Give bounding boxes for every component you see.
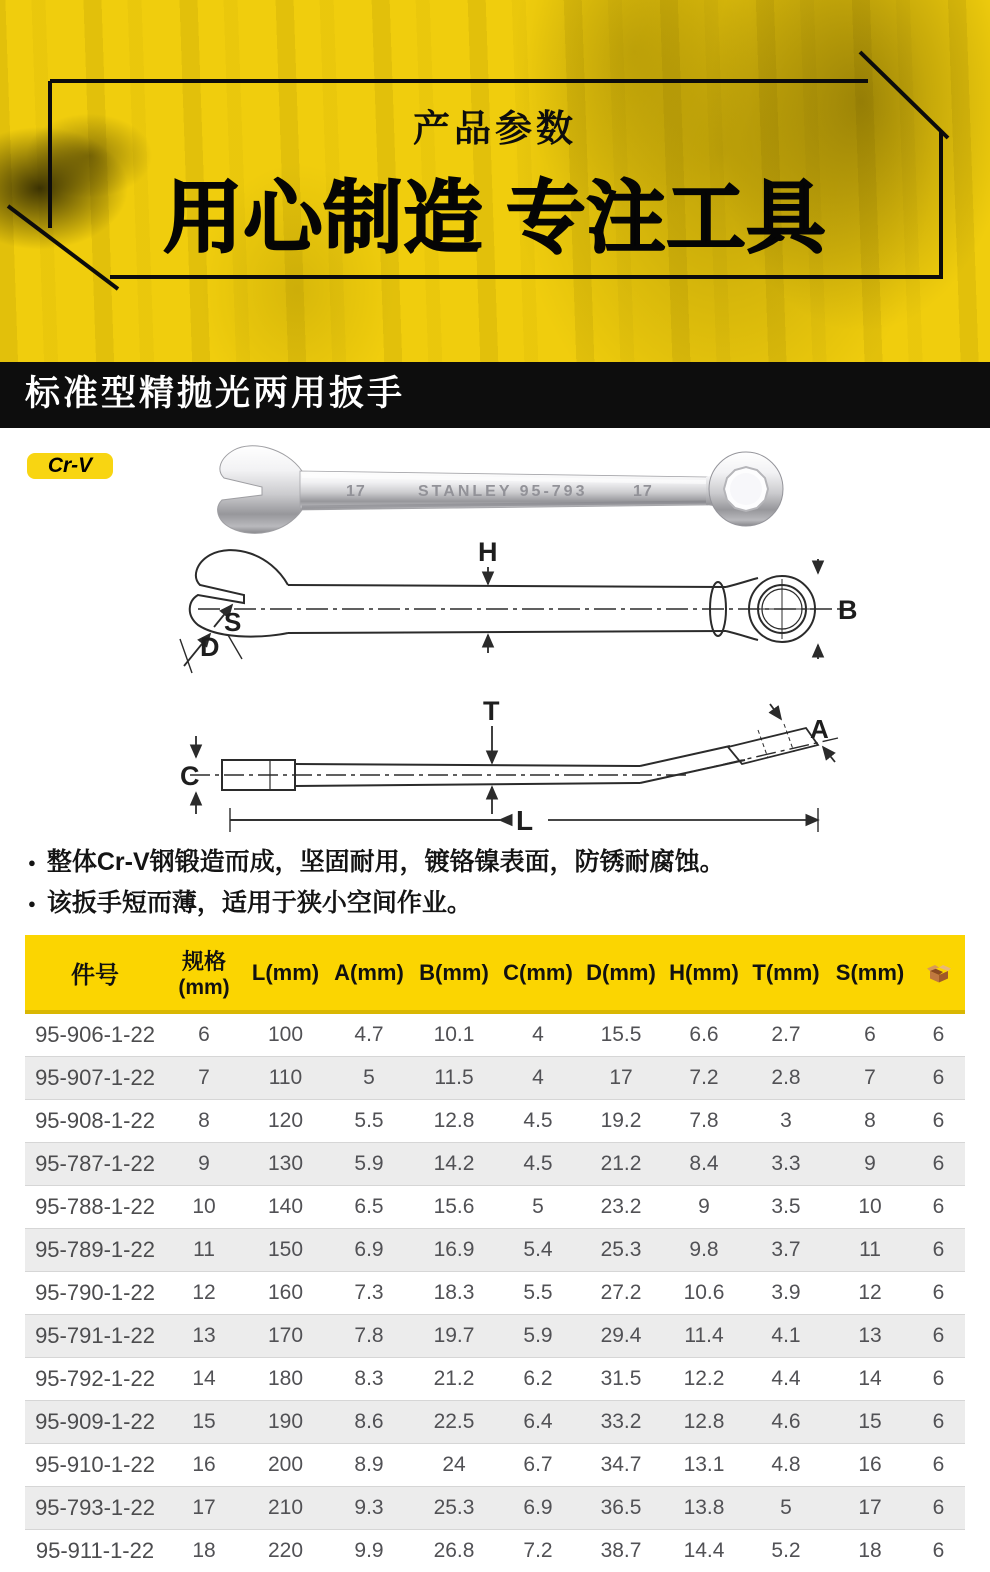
dim-label-c: C — [180, 761, 200, 791]
cell-t: 5 — [744, 1487, 828, 1530]
cell-a: 6.9 — [328, 1229, 410, 1272]
material-badge: Cr-V — [27, 453, 113, 479]
banner — [0, 0, 990, 362]
cell-spec: 12 — [165, 1272, 243, 1315]
cell-t: 3.3 — [744, 1143, 828, 1186]
col-header-b: B(mm) — [410, 935, 498, 1012]
cell-s: 17 — [828, 1487, 912, 1530]
col-header-spec-unit: (mm) — [165, 976, 243, 1000]
cell-c: 5.5 — [498, 1272, 578, 1315]
cell-package-qty: 6 — [912, 1358, 965, 1401]
cell-spec: 9 — [165, 1143, 243, 1186]
cell-c: 4 — [498, 1012, 578, 1057]
cell-a: 4.7 — [328, 1012, 410, 1057]
cell-a: 8.6 — [328, 1401, 410, 1444]
cell-t: 3.7 — [744, 1229, 828, 1272]
cell-b: 19.7 — [410, 1315, 498, 1358]
cell-b: 12.8 — [410, 1100, 498, 1143]
section-bar — [0, 362, 990, 428]
cell-d: 36.5 — [578, 1487, 664, 1530]
dim-label-h: H — [478, 537, 498, 567]
cell-spec: 10 — [165, 1186, 243, 1229]
cell-h: 12.8 — [664, 1401, 744, 1444]
cell-package-qty: 6 — [912, 1315, 965, 1358]
cell-package-qty: 6 — [912, 1143, 965, 1186]
cell-l: 190 — [243, 1401, 328, 1444]
table-row — [25, 1444, 965, 1487]
cell-spec: 8 — [165, 1100, 243, 1143]
feature-list — [28, 842, 968, 924]
table-row — [25, 1272, 965, 1315]
cell-c: 4 — [498, 1057, 578, 1100]
cell-c: 4.5 — [498, 1143, 578, 1186]
dim-label-d: D — [200, 632, 220, 662]
col-header-part-number: 件号 — [25, 935, 165, 1012]
cell-c: 5.9 — [498, 1315, 578, 1358]
feature-item — [28, 883, 968, 924]
cell-l: 130 — [243, 1143, 328, 1186]
feature-text: 该扳手短而薄，适用于狭小空间作业。 — [47, 883, 472, 924]
cell-d: 31.5 — [578, 1358, 664, 1401]
col-header-t: T(mm) — [744, 935, 828, 1012]
cell-l: 220 — [243, 1530, 328, 1572]
cell-l: 120 — [243, 1100, 328, 1143]
cell-t: 3.9 — [744, 1272, 828, 1315]
cell-spec: 14 — [165, 1358, 243, 1401]
cell-l: 180 — [243, 1358, 328, 1401]
cell-h: 6.6 — [664, 1012, 744, 1057]
dim-label-a: A — [810, 714, 829, 744]
cell-t: 5.2 — [744, 1530, 828, 1572]
table-row — [25, 1057, 965, 1100]
cell-t: 4.1 — [744, 1315, 828, 1358]
cell-part-number: 95-909-1-22 — [25, 1401, 165, 1444]
cell-t: 4.4 — [744, 1358, 828, 1401]
cell-c: 4.5 — [498, 1100, 578, 1143]
cell-b: 22.5 — [410, 1401, 498, 1444]
cell-c: 7.2 — [498, 1530, 578, 1572]
cell-b: 15.6 — [410, 1186, 498, 1229]
col-header-c: C(mm) — [498, 935, 578, 1012]
cell-d: 19.2 — [578, 1100, 664, 1143]
cell-part-number: 95-911-1-22 — [25, 1530, 165, 1572]
cell-package-qty: 6 — [912, 1229, 965, 1272]
feature-item — [28, 842, 968, 883]
cell-spec: 17 — [165, 1487, 243, 1530]
cell-l: 210 — [243, 1487, 328, 1530]
cell-s: 14 — [828, 1358, 912, 1401]
cell-h: 13.1 — [664, 1444, 744, 1487]
cell-s: 7 — [828, 1057, 912, 1100]
cell-h: 14.4 — [664, 1530, 744, 1572]
dim-label-s: S — [224, 607, 241, 637]
cell-a: 5.5 — [328, 1100, 410, 1143]
table-row — [25, 1315, 965, 1358]
cell-h: 8.4 — [664, 1143, 744, 1186]
cell-b: 24 — [410, 1444, 498, 1487]
cell-spec: 11 — [165, 1229, 243, 1272]
cell-part-number: 95-910-1-22 — [25, 1444, 165, 1487]
dimension-diagram-side-view — [170, 702, 870, 837]
cell-l: 100 — [243, 1012, 328, 1057]
cell-t: 2.8 — [744, 1057, 828, 1100]
cell-d: 27.2 — [578, 1272, 664, 1315]
cell-c: 6.4 — [498, 1401, 578, 1444]
wrench-open-end — [218, 446, 302, 534]
feature-text: 整体Cr-V钢锻造而成，坚固耐用，镀铬镍表面，防锈耐腐蚀。 — [47, 842, 725, 883]
cell-d: 38.7 — [578, 1530, 664, 1572]
cell-d: 17 — [578, 1057, 664, 1100]
cell-l: 110 — [243, 1057, 328, 1100]
cell-part-number: 95-792-1-22 — [25, 1358, 165, 1401]
cell-a: 8.9 — [328, 1444, 410, 1487]
table-row — [25, 1100, 965, 1143]
cell-c: 5.4 — [498, 1229, 578, 1272]
table-header-row — [25, 935, 965, 1012]
cell-s: 15 — [828, 1401, 912, 1444]
cell-l: 160 — [243, 1272, 328, 1315]
cell-d: 33.2 — [578, 1401, 664, 1444]
cell-part-number: 95-793-1-22 — [25, 1487, 165, 1530]
cell-h: 12.2 — [664, 1358, 744, 1401]
cell-l: 170 — [243, 1315, 328, 1358]
cell-spec: 7 — [165, 1057, 243, 1100]
cell-l: 140 — [243, 1186, 328, 1229]
cell-h: 11.4 — [664, 1315, 744, 1358]
dim-label-l: L — [516, 805, 533, 836]
table-row — [25, 1401, 965, 1444]
table-row — [25, 1487, 965, 1530]
cell-package-qty: 6 — [912, 1401, 965, 1444]
cell-l: 150 — [243, 1229, 328, 1272]
cell-c: 6.2 — [498, 1358, 578, 1401]
table-row — [25, 1229, 965, 1272]
cell-s: 13 — [828, 1315, 912, 1358]
cell-package-qty: 6 — [912, 1272, 965, 1315]
col-header-a: A(mm) — [328, 935, 410, 1012]
table-row — [25, 1186, 965, 1229]
cell-b: 21.2 — [410, 1358, 498, 1401]
cell-t: 3.5 — [744, 1186, 828, 1229]
cell-b: 25.3 — [410, 1487, 498, 1530]
cell-h: 7.2 — [664, 1057, 744, 1100]
cell-part-number: 95-791-1-22 — [25, 1315, 165, 1358]
cell-part-number: 95-787-1-22 — [25, 1143, 165, 1186]
cell-b: 16.9 — [410, 1229, 498, 1272]
cell-b: 10.1 — [410, 1012, 498, 1057]
bullet-dot-icon: ● — [28, 883, 36, 924]
cell-s: 16 — [828, 1444, 912, 1487]
dim-label-b: B — [838, 595, 858, 625]
cell-d: 23.2 — [578, 1186, 664, 1229]
cell-t: 2.7 — [744, 1012, 828, 1057]
dim-label-t: T — [483, 696, 500, 726]
cell-part-number: 95-907-1-22 — [25, 1057, 165, 1100]
cell-h: 13.8 — [664, 1487, 744, 1530]
col-header-h: H(mm) — [664, 935, 744, 1012]
cell-t: 4.8 — [744, 1444, 828, 1487]
cell-h: 10.6 — [664, 1272, 744, 1315]
cell-package-qty: 6 — [912, 1444, 965, 1487]
cell-c: 6.9 — [498, 1487, 578, 1530]
cell-s: 8 — [828, 1100, 912, 1143]
table-row — [25, 1143, 965, 1186]
cell-part-number: 95-789-1-22 — [25, 1229, 165, 1272]
cell-a: 9.9 — [328, 1530, 410, 1572]
cell-package-qty: 6 — [912, 1530, 965, 1572]
wrench-marking-size-left: 17 — [346, 483, 366, 500]
cell-part-number: 95-906-1-22 — [25, 1012, 165, 1057]
cell-part-number: 95-790-1-22 — [25, 1272, 165, 1315]
cell-s: 9 — [828, 1143, 912, 1186]
cell-a: 9.3 — [328, 1487, 410, 1530]
cell-b: 11.5 — [410, 1057, 498, 1100]
col-header-spec-label: 规格 — [165, 945, 243, 976]
cell-t: 3 — [744, 1100, 828, 1143]
cell-part-number: 95-788-1-22 — [25, 1186, 165, 1229]
cell-h: 9 — [664, 1186, 744, 1229]
cell-d: 34.7 — [578, 1444, 664, 1487]
banner-title: 用心制造 专注工具 — [0, 154, 990, 268]
cell-s: 10 — [828, 1186, 912, 1229]
cell-a: 5 — [328, 1057, 410, 1100]
cell-package-qty: 6 — [912, 1186, 965, 1229]
bullet-dot-icon: ● — [28, 842, 36, 883]
col-header-spec — [165, 935, 243, 1012]
cell-package-qty: 6 — [912, 1012, 965, 1057]
cell-a: 5.9 — [328, 1143, 410, 1186]
cell-t: 4.6 — [744, 1401, 828, 1444]
wrench-product-photo — [208, 436, 793, 546]
col-header-l: L(mm) — [243, 935, 328, 1012]
cell-a: 7.8 — [328, 1315, 410, 1358]
cell-a: 7.3 — [328, 1272, 410, 1315]
cell-part-number: 95-908-1-22 — [25, 1100, 165, 1143]
cell-s: 11 — [828, 1229, 912, 1272]
spec-table — [25, 935, 965, 1572]
cell-spec: 18 — [165, 1530, 243, 1572]
cell-spec: 15 — [165, 1401, 243, 1444]
wrench-marking-size-right: 17 — [633, 483, 653, 500]
cell-spec: 13 — [165, 1315, 243, 1358]
wrench-marking-brand: STANLEY 95-793 — [418, 483, 587, 500]
table-row — [25, 1012, 965, 1057]
box-icon — [926, 962, 952, 986]
cell-d: 21.2 — [578, 1143, 664, 1186]
col-header-s: S(mm) — [828, 935, 912, 1012]
section-title: 标准型精抛光两用扳手 — [0, 362, 990, 426]
cell-package-qty: 6 — [912, 1487, 965, 1530]
cell-d: 29.4 — [578, 1315, 664, 1358]
cell-b: 26.8 — [410, 1530, 498, 1572]
table-row — [25, 1530, 965, 1572]
table-row — [25, 1358, 965, 1401]
cell-b: 18.3 — [410, 1272, 498, 1315]
cell-package-qty: 6 — [912, 1057, 965, 1100]
cell-spec: 16 — [165, 1444, 243, 1487]
col-header-d: D(mm) — [578, 935, 664, 1012]
cell-l: 200 — [243, 1444, 328, 1487]
col-header-package — [912, 935, 965, 1012]
banner-subtitle: 产品参数 — [0, 98, 990, 152]
cell-h: 7.8 — [664, 1100, 744, 1143]
cell-b: 14.2 — [410, 1143, 498, 1186]
cell-s: 6 — [828, 1012, 912, 1057]
dimension-diagram-top-view — [170, 531, 870, 706]
cell-package-qty: 6 — [912, 1100, 965, 1143]
cell-c: 5 — [498, 1186, 578, 1229]
cell-c: 6.7 — [498, 1444, 578, 1487]
cell-s: 18 — [828, 1530, 912, 1572]
cell-h: 9.8 — [664, 1229, 744, 1272]
cell-a: 6.5 — [328, 1186, 410, 1229]
cell-d: 25.3 — [578, 1229, 664, 1272]
cell-s: 12 — [828, 1272, 912, 1315]
cell-d: 15.5 — [578, 1012, 664, 1057]
cell-a: 8.3 — [328, 1358, 410, 1401]
cell-spec: 6 — [165, 1012, 243, 1057]
